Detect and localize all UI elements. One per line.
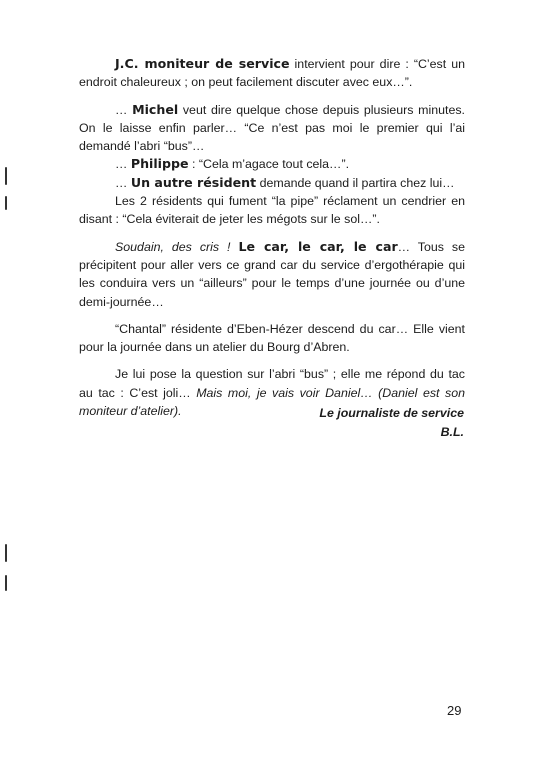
margin-mark [5, 575, 7, 591]
article-body [79, 55, 465, 420]
speaker-name: Michel [132, 101, 179, 117]
paragraph-text: Les 2 résidents qui fument “la pipe” réclament un cendrier en disant : “Cela éviterait de jeter les mégots sur le sol…”. [79, 194, 465, 227]
paragraph-text: “Chantal” résidente d’Eben-Hézer descend du car… Elle vient pour la journée dans un atelier du Bourg d’Abren. [79, 321, 465, 355]
paragraph-text: intervient pour dire : “C’est un endroit chaleureux ; on peut facilement discuter avec eux…”. [79, 57, 465, 90]
paragraph-text: … Tous se précipitent pour aller vers ce grand car du service d’ergothérapie qui les conduira vers un “ailleurs” pour le temps d’une journée ou d’une demi-journée… [79, 239, 466, 309]
speaker-name: Philippe [130, 156, 189, 172]
paragraph [79, 101, 465, 156]
speaker-name: Un autre résident [130, 174, 257, 190]
speaker-name: Le car, le car, le car [238, 238, 398, 254]
signature-initials: B.L. [440, 424, 464, 439]
paragraph-text: … [115, 157, 131, 172]
paragraph [79, 174, 465, 192]
paragraph-text: … [115, 102, 133, 117]
paragraph [79, 192, 465, 229]
paragraph [79, 55, 465, 92]
paragraph-text: … [115, 175, 131, 190]
paragraph-text: Mais moi, je vais voir Daniel… (Daniel est son moniteur d’atelier). [79, 385, 465, 419]
paragraph-text: : “Cela m’agace tout cela…”. [188, 157, 350, 172]
paragraph [79, 155, 465, 173]
paragraph-text: veut dire quelque chose depuis plusieurs minutes. On le laisse enfin parler… “Ce n’est pas moi le premier qui l’ai demandé l’abri “bus”… [79, 102, 465, 154]
speaker-name: J.C. moniteur de service [115, 56, 290, 71]
signature-title: Le journaliste de service [319, 406, 464, 420]
margin-mark [5, 167, 7, 185]
paragraph-text: demande quand il partira chez lui… [256, 175, 455, 190]
paragraph [79, 238, 465, 311]
margin-mark [5, 196, 7, 210]
signature-block [319, 404, 464, 441]
paragraph-text: Je lui pose la question sur l’abri “bus” ; elle me répond du tac au tac : C’est joli… [79, 367, 465, 400]
paragraph-text: Soudain, des cris ! [115, 239, 231, 254]
paragraph [79, 320, 465, 357]
margin-mark [5, 544, 7, 562]
page-number: 29 [447, 703, 462, 718]
